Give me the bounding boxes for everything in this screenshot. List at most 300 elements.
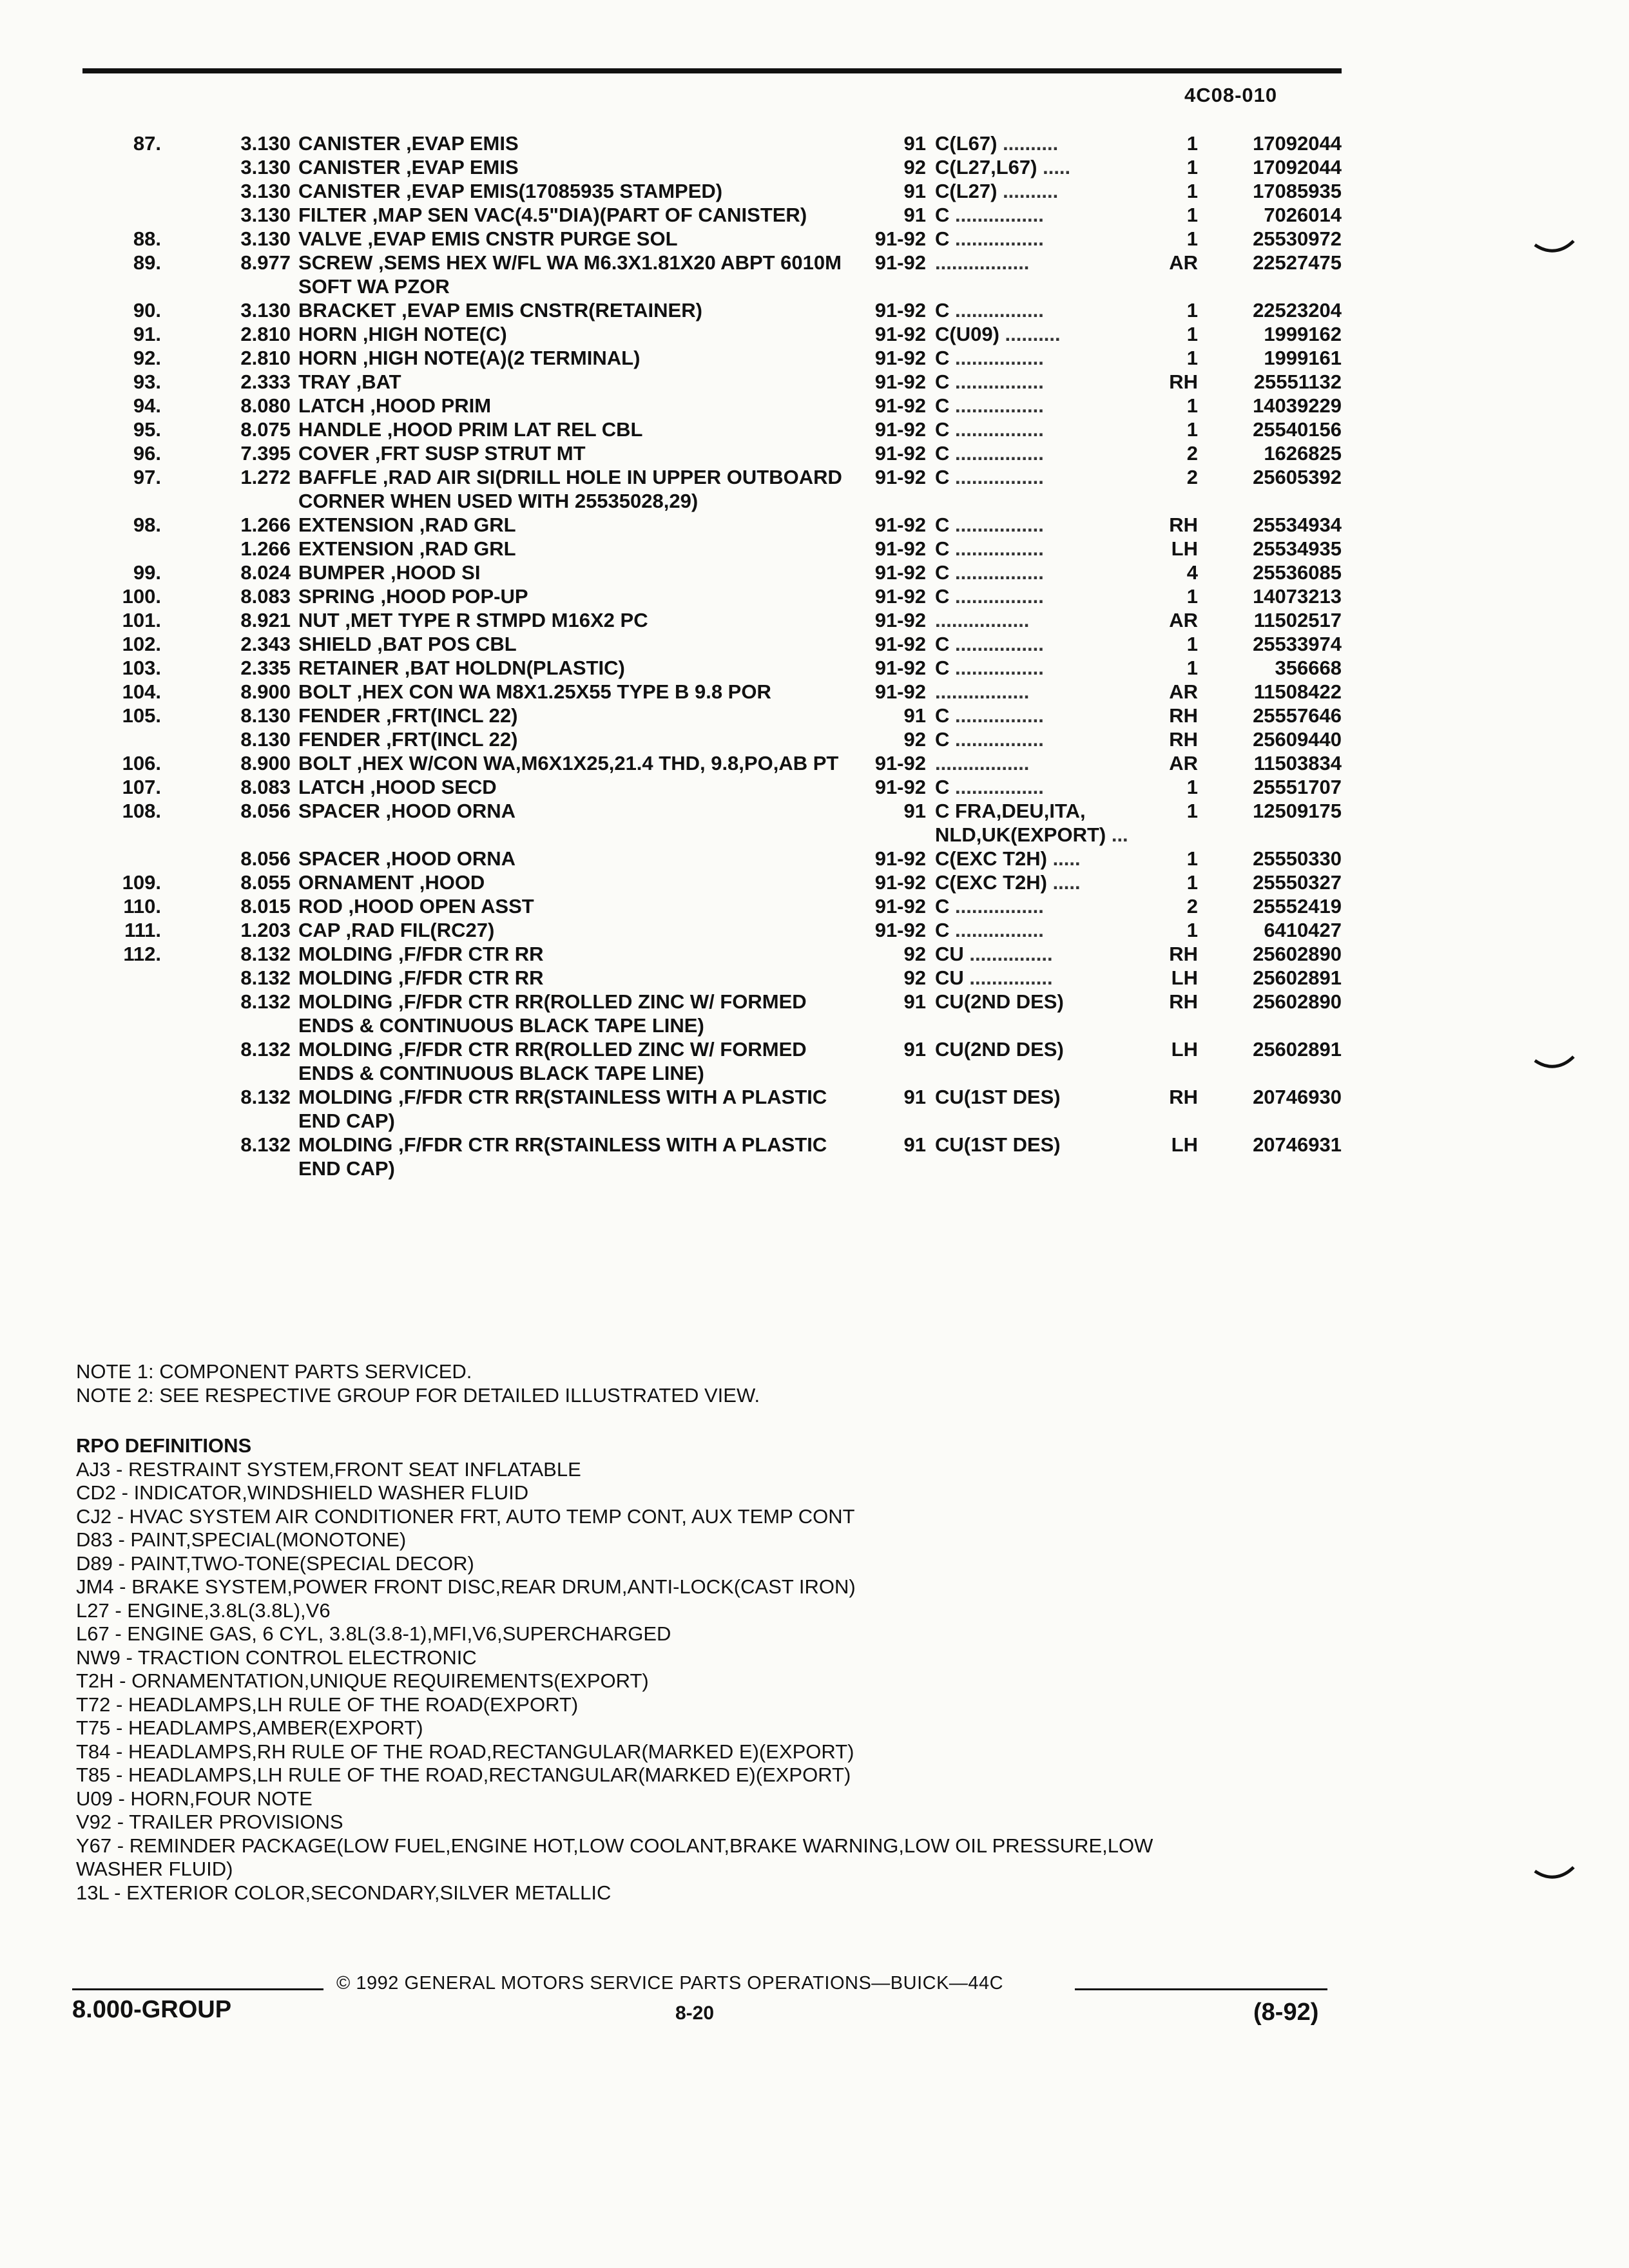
rpo-item: AJ3 - RESTRAINT SYSTEM,FRONT SEAT INFLATABLE bbox=[76, 1457, 581, 1481]
group-number: 8.132 bbox=[240, 943, 291, 965]
row-gap bbox=[0, 370, 90, 394]
part-description: BRACKET ,EVAP EMIS CNSTR(RETAINER) bbox=[298, 299, 702, 322]
table-row bbox=[0, 704, 1629, 727]
row-gap bbox=[0, 155, 90, 179]
group-number: 8.132 bbox=[240, 1133, 291, 1156]
group-number: 8.083 bbox=[240, 776, 291, 798]
quantity: 1 bbox=[1186, 299, 1198, 322]
part-description: FENDER ,FRT(INCL 22) bbox=[298, 704, 518, 727]
model-code bbox=[935, 704, 1158, 727]
group-number: 2.343 bbox=[240, 633, 291, 655]
table-row bbox=[0, 990, 1629, 1037]
row-gap bbox=[0, 680, 90, 704]
quantity: AR bbox=[1169, 680, 1198, 703]
table-row bbox=[0, 155, 1629, 179]
model-code-line: C FRA,DEU,ITA, bbox=[935, 800, 1086, 822]
part-description: HANDLE ,HOOD PRIM LAT REL CBL bbox=[298, 418, 643, 441]
model-code-line: C ................ bbox=[935, 442, 1044, 465]
dot-leader: ... bbox=[1106, 823, 1128, 846]
model-code bbox=[935, 561, 1158, 584]
row-gap bbox=[0, 513, 90, 537]
dot-leader: ................ bbox=[949, 394, 1044, 417]
row-end bbox=[1342, 680, 1629, 704]
row-end bbox=[1342, 179, 1629, 203]
footer-rule-right bbox=[1075, 1988, 1327, 1990]
group-number: 8.900 bbox=[240, 680, 291, 703]
model-year: 91 bbox=[903, 990, 926, 1013]
part-number: 1999161 bbox=[1264, 347, 1342, 369]
quantity: 1 bbox=[1186, 394, 1198, 417]
quantity: AR bbox=[1169, 251, 1198, 274]
part-number: 11508422 bbox=[1253, 680, 1342, 703]
quantity: 1 bbox=[1186, 633, 1198, 655]
model-code bbox=[935, 680, 1158, 704]
table-row bbox=[0, 322, 1629, 346]
model-code-line: C ................ bbox=[935, 466, 1044, 488]
part-description: CANISTER ,EVAP EMIS bbox=[298, 132, 519, 155]
quantity: 1 bbox=[1186, 657, 1198, 679]
model-year: 91-92 bbox=[874, 919, 926, 941]
item-number: 87. bbox=[133, 132, 161, 155]
table-row bbox=[0, 656, 1629, 680]
row-end bbox=[1342, 704, 1629, 727]
note-2: NOTE 2: SEE RESPECTIVE GROUP FOR DETAILED ILLUSTRATED VIEW. bbox=[76, 1384, 760, 1407]
note-1: NOTE 1: COMPONENT PARTS SERVICED. bbox=[76, 1360, 472, 1383]
model-year: 91-92 bbox=[874, 561, 926, 584]
group-number: 8.080 bbox=[240, 394, 291, 417]
item-number: 103. bbox=[122, 657, 161, 679]
item-number: 94. bbox=[133, 394, 161, 417]
row-end bbox=[1342, 751, 1629, 775]
part-number: 25534934 bbox=[1253, 514, 1342, 536]
group-number: 8.921 bbox=[240, 609, 291, 631]
model-year: 91-92 bbox=[874, 776, 926, 798]
table-row bbox=[0, 1085, 1629, 1133]
model-year: 91-92 bbox=[874, 370, 926, 393]
model-code-line: C ................ bbox=[935, 514, 1044, 536]
model-code-line: C ................ bbox=[935, 370, 1044, 393]
part-number: 356668 bbox=[1275, 657, 1342, 679]
quantity: 1 bbox=[1186, 919, 1198, 941]
quantity: RH bbox=[1169, 728, 1198, 751]
model-code-line: C ................ bbox=[935, 204, 1044, 226]
part-number: 14073213 bbox=[1253, 585, 1342, 608]
table-row bbox=[0, 942, 1629, 966]
group-number: 3.130 bbox=[240, 156, 291, 178]
dot-leader: ..... bbox=[1037, 156, 1071, 178]
rpo-item: CD2 - INDICATOR,WINDSHIELD WASHER FLUID bbox=[76, 1481, 529, 1504]
table-row bbox=[0, 680, 1629, 704]
item-number: 108. bbox=[122, 800, 161, 822]
row-end bbox=[1342, 441, 1629, 465]
model-year: 92 bbox=[903, 156, 926, 178]
quantity: RH bbox=[1169, 514, 1198, 536]
item-number: 97. bbox=[133, 466, 161, 488]
row-end bbox=[1342, 966, 1629, 990]
row-gap bbox=[0, 656, 90, 680]
row-gap bbox=[0, 465, 90, 513]
row-gap bbox=[0, 418, 90, 441]
model-year: 91-92 bbox=[874, 847, 926, 870]
rpo-item: V92 - TRAILER PROVISIONS bbox=[76, 1811, 343, 1833]
part-description: SCREW ,SEMS HEX W/FL WA M6.3X1.81X20 ABPT 6010M SOFT WA PZOR bbox=[298, 251, 842, 298]
dot-leader: ................ bbox=[949, 370, 1044, 393]
row-end bbox=[1342, 1133, 1629, 1180]
model-code-line bbox=[935, 251, 1158, 274]
model-code-line: C ................ bbox=[935, 418, 1044, 441]
group-number: 2.335 bbox=[240, 657, 291, 679]
row-end bbox=[1342, 942, 1629, 966]
dot-leader: ..... bbox=[1046, 847, 1081, 870]
row-end bbox=[1342, 799, 1629, 847]
part-description: RETAINER ,BAT HOLDN(PLASTIC) bbox=[298, 657, 625, 679]
top-rule bbox=[82, 68, 1342, 73]
model-code-line bbox=[935, 608, 1158, 632]
model-code-line: C ................ bbox=[935, 919, 1044, 941]
item-number: 95. bbox=[133, 418, 161, 441]
part-number: 25605392 bbox=[1253, 466, 1342, 488]
quantity: 2 bbox=[1186, 466, 1198, 488]
model-code bbox=[935, 227, 1158, 251]
dot-leader: ................ bbox=[949, 442, 1044, 465]
part-number: 25552419 bbox=[1253, 895, 1342, 918]
row-end bbox=[1342, 418, 1629, 441]
model-code-line: C ................ bbox=[935, 227, 1044, 250]
part-number: 25557646 bbox=[1253, 704, 1342, 727]
item-number bbox=[90, 537, 168, 561]
row-gap bbox=[0, 131, 90, 155]
quantity: 1 bbox=[1186, 585, 1198, 608]
model-year: 91 bbox=[903, 1133, 926, 1156]
quantity: 1 bbox=[1186, 180, 1198, 202]
model-code bbox=[935, 656, 1158, 680]
notes bbox=[76, 1360, 760, 1407]
parts-table bbox=[0, 131, 1629, 1180]
model-code bbox=[935, 179, 1158, 203]
model-year: 91-92 bbox=[874, 514, 926, 536]
group-number: 1.266 bbox=[240, 514, 291, 536]
table-row bbox=[0, 537, 1629, 561]
model-code-line: C ................ bbox=[935, 657, 1044, 679]
part-number: 25551132 bbox=[1253, 370, 1342, 393]
model-code-line: C ................ bbox=[935, 585, 1044, 608]
row-end bbox=[1342, 298, 1629, 322]
table-row bbox=[0, 418, 1629, 441]
table-row bbox=[0, 179, 1629, 203]
item-number bbox=[90, 847, 168, 870]
part-number: 1626825 bbox=[1264, 442, 1342, 465]
part-number: 7026014 bbox=[1264, 204, 1342, 226]
part-number: 25602891 bbox=[1253, 966, 1342, 989]
model-year: 91 bbox=[903, 204, 926, 226]
row-gap bbox=[0, 322, 90, 346]
row-end bbox=[1342, 203, 1629, 227]
part-description: EXTENSION ,RAD GRL bbox=[298, 537, 516, 560]
dot-leader: ................. bbox=[935, 609, 1030, 631]
item-number: 104. bbox=[122, 680, 161, 703]
row-end bbox=[1342, 632, 1629, 656]
part-description: MOLDING ,F/FDR CTR RR(STAINLESS WITH A PLASTIC END CAP) bbox=[298, 1133, 827, 1180]
row-end bbox=[1342, 656, 1629, 680]
group-number: 8.083 bbox=[240, 585, 291, 608]
part-number: 25609440 bbox=[1253, 728, 1342, 751]
group-number: 2.333 bbox=[240, 370, 291, 393]
model-code-line: C(L67) .......... bbox=[935, 132, 1059, 155]
part-number: 25602890 bbox=[1253, 990, 1342, 1013]
part-number: 17085935 bbox=[1253, 180, 1342, 202]
table-row bbox=[0, 751, 1629, 775]
model-year: 91 bbox=[903, 1038, 926, 1061]
row-end bbox=[1342, 1037, 1629, 1085]
table-row bbox=[0, 918, 1629, 942]
item-number: 98. bbox=[133, 514, 161, 536]
row-end bbox=[1342, 370, 1629, 394]
part-description: HORN ,HIGH NOTE(C) bbox=[298, 323, 507, 345]
model-code-line: C ................ bbox=[935, 728, 1044, 751]
table-row bbox=[0, 775, 1629, 799]
item-number: 105. bbox=[122, 704, 161, 727]
dot-leader: ................ bbox=[949, 537, 1044, 560]
row-gap bbox=[0, 704, 90, 727]
row-gap bbox=[0, 441, 90, 465]
footer-rule-left bbox=[72, 1988, 323, 1990]
row-end bbox=[1342, 727, 1629, 751]
group-number: 8.075 bbox=[240, 418, 291, 441]
model-code bbox=[935, 775, 1158, 799]
model-year: 91-92 bbox=[874, 442, 926, 465]
model-code-line: C ................ bbox=[935, 776, 1044, 798]
row-end bbox=[1342, 775, 1629, 799]
table-row bbox=[0, 251, 1629, 298]
table-row bbox=[0, 513, 1629, 537]
row-gap bbox=[0, 227, 90, 251]
table-row bbox=[0, 966, 1629, 990]
model-code bbox=[935, 203, 1158, 227]
row-end bbox=[1342, 346, 1629, 370]
model-code bbox=[935, 608, 1158, 632]
part-description: SPRING ,HOOD POP-UP bbox=[298, 585, 528, 608]
item-number bbox=[90, 1037, 168, 1085]
quantity: 1 bbox=[1186, 418, 1198, 441]
model-code bbox=[935, 251, 1158, 298]
model-code bbox=[935, 870, 1158, 894]
group-number: 3.130 bbox=[240, 132, 291, 155]
row-end bbox=[1342, 584, 1629, 608]
item-number: 110. bbox=[123, 895, 161, 918]
row-gap bbox=[0, 894, 90, 918]
rpo-title: RPO DEFINITIONS bbox=[76, 1434, 252, 1457]
dot-leader: ................ bbox=[949, 466, 1044, 488]
row-end bbox=[1342, 870, 1629, 894]
row-gap bbox=[0, 608, 90, 632]
model-code bbox=[935, 966, 1158, 990]
model-code bbox=[935, 1037, 1158, 1085]
row-gap bbox=[0, 298, 90, 322]
row-gap bbox=[0, 203, 90, 227]
dot-leader: ................ bbox=[949, 657, 1044, 679]
row-end bbox=[1342, 513, 1629, 537]
item-number: 96. bbox=[133, 442, 161, 465]
quantity: LH bbox=[1171, 1038, 1198, 1061]
quantity: 4 bbox=[1186, 561, 1198, 584]
model-code bbox=[935, 799, 1158, 847]
row-gap bbox=[0, 179, 90, 203]
model-year: 91-92 bbox=[874, 609, 926, 631]
rpo-item: L67 - ENGINE GAS, 6 CYL, 3.8L(3.8-1),MFI,V6,SUPERCHARGED bbox=[76, 1622, 671, 1645]
dot-leader: ................ bbox=[949, 204, 1044, 226]
row-gap bbox=[0, 799, 90, 847]
row-gap bbox=[0, 990, 90, 1037]
part-number: 20746930 bbox=[1253, 1086, 1342, 1108]
group-number: 8.130 bbox=[240, 704, 291, 727]
page-code: 4C08-010 bbox=[1184, 84, 1278, 106]
item-number bbox=[90, 727, 168, 751]
item-number: 89. bbox=[133, 251, 161, 274]
dot-leader: ................ bbox=[949, 919, 1044, 941]
item-number: 92. bbox=[133, 347, 161, 369]
table-row bbox=[0, 632, 1629, 656]
model-code bbox=[935, 537, 1158, 561]
model-code bbox=[935, 131, 1158, 155]
row-end bbox=[1342, 155, 1629, 179]
item-number bbox=[90, 1133, 168, 1180]
part-description: HORN ,HIGH NOTE(A)(2 TERMINAL) bbox=[298, 347, 641, 369]
quantity: 2 bbox=[1186, 895, 1198, 918]
part-description: ROD ,HOOD OPEN ASST bbox=[298, 895, 534, 918]
table-row bbox=[0, 370, 1629, 394]
table-row bbox=[0, 441, 1629, 465]
model-code-line: CU ............... bbox=[935, 943, 1053, 965]
dot-leader: ................ bbox=[949, 895, 1044, 918]
model-year: 91-92 bbox=[874, 537, 926, 560]
margin-tick-mark bbox=[1534, 1055, 1575, 1072]
margin-tick-mark bbox=[1534, 1866, 1575, 1883]
dot-leader: .......... bbox=[999, 323, 1061, 345]
model-code-line bbox=[935, 751, 1158, 775]
item-number: 107. bbox=[122, 776, 161, 798]
model-code bbox=[935, 1133, 1158, 1180]
row-gap bbox=[0, 870, 90, 894]
row-gap bbox=[0, 1085, 90, 1133]
row-gap bbox=[0, 942, 90, 966]
part-number: 25536085 bbox=[1253, 561, 1342, 584]
model-code-line: C(EXC T2H) ..... bbox=[935, 847, 1081, 870]
group-number: 8.055 bbox=[240, 871, 291, 894]
group-number: 1.266 bbox=[240, 537, 291, 560]
model-code-line: CU(1ST DES) bbox=[935, 1133, 1061, 1156]
model-code bbox=[935, 322, 1158, 346]
part-description: CANISTER ,EVAP EMIS(17085935 STAMPED) bbox=[298, 180, 723, 202]
table-row bbox=[0, 799, 1629, 847]
part-number: 22527475 bbox=[1253, 251, 1342, 274]
model-code-line: C ................ bbox=[935, 347, 1044, 369]
row-end bbox=[1342, 847, 1629, 870]
group-number: 8.056 bbox=[240, 847, 291, 870]
part-description: SPACER ,HOOD ORNA bbox=[298, 800, 516, 822]
rpo-item: T75 - HEADLAMPS,AMBER(EXPORT) bbox=[76, 1716, 423, 1739]
row-end bbox=[1342, 1085, 1629, 1133]
part-description: BOLT ,HEX CON WA M8X1.25X55 TYPE B 9.8 POR bbox=[298, 680, 771, 703]
model-year: 91-92 bbox=[874, 633, 926, 655]
row-gap bbox=[0, 394, 90, 418]
model-code-line: C(U09) .......... bbox=[935, 323, 1061, 345]
model-code-line: C ................ bbox=[935, 561, 1044, 584]
row-gap bbox=[0, 751, 90, 775]
rpo-list bbox=[76, 1458, 1333, 1905]
part-description: TRAY ,BAT bbox=[298, 370, 401, 393]
item-number: 106. bbox=[122, 752, 161, 774]
item-number: 100. bbox=[122, 585, 161, 608]
part-number: 17092044 bbox=[1253, 156, 1342, 178]
model-code-line: CU(1ST DES) bbox=[935, 1086, 1061, 1108]
dot-leader: ................ bbox=[949, 347, 1044, 369]
page-number: 8-20 bbox=[675, 2003, 715, 2024]
rpo-item: NW9 - TRACTION CONTROL ELECTRONIC bbox=[76, 1646, 477, 1669]
group-number: 8.132 bbox=[240, 1086, 291, 1108]
model-year: 91 bbox=[903, 704, 926, 727]
table-row bbox=[0, 608, 1629, 632]
row-gap bbox=[0, 1133, 90, 1180]
model-code-line bbox=[935, 680, 1158, 704]
part-number: 11503834 bbox=[1253, 752, 1342, 774]
dot-leader: ................ bbox=[949, 728, 1044, 751]
part-description: SHIELD ,BAT POS CBL bbox=[298, 633, 517, 655]
dot-leader: ................ bbox=[949, 418, 1044, 441]
item-number bbox=[90, 1085, 168, 1133]
dot-leader: ................ bbox=[949, 227, 1044, 250]
table-row bbox=[0, 203, 1629, 227]
group-number: 8.130 bbox=[240, 728, 291, 751]
table-row bbox=[0, 465, 1629, 513]
part-description: VALVE ,EVAP EMIS CNSTR PURGE SOL bbox=[298, 227, 678, 250]
model-code bbox=[935, 584, 1158, 608]
item-number: 111. bbox=[124, 919, 161, 941]
group-number: 8.015 bbox=[240, 895, 291, 918]
rpo-item: JM4 - BRAKE SYSTEM,POWER FRONT DISC,REAR DRUM,ANTI-LOCK(CAST IRON) bbox=[76, 1575, 856, 1598]
part-number: 25550327 bbox=[1253, 871, 1342, 894]
part-number: 17092044 bbox=[1253, 132, 1342, 155]
row-end bbox=[1342, 227, 1629, 251]
group-number: 8.132 bbox=[240, 990, 291, 1013]
model-code-line: NLD,UK(EXPORT) ... bbox=[935, 823, 1128, 846]
rpo-item: 13L - EXTERIOR COLOR,SECONDARY,SILVER METALLIC bbox=[76, 1881, 612, 1904]
part-description: BAFFLE ,RAD AIR SI(DRILL HOLE IN UPPER OUTBOARD CORNER WHEN USED WITH 25535028,29) bbox=[298, 466, 842, 512]
model-code bbox=[935, 370, 1158, 394]
row-end bbox=[1342, 131, 1629, 155]
item-number: 112. bbox=[123, 943, 161, 965]
model-code-line: CU(2ND DES) bbox=[935, 990, 1064, 1013]
item-number bbox=[90, 179, 168, 203]
row-gap bbox=[0, 918, 90, 942]
row-end bbox=[1342, 465, 1629, 513]
model-code-line: C ................ bbox=[935, 633, 1044, 655]
quantity: LH bbox=[1171, 537, 1198, 560]
row-end bbox=[1342, 894, 1629, 918]
group-number: 8.024 bbox=[240, 561, 291, 584]
quantity: 1 bbox=[1186, 204, 1198, 226]
dot-leader: ................ bbox=[949, 514, 1044, 536]
group-number: 1.272 bbox=[240, 466, 291, 488]
table-row bbox=[0, 847, 1629, 870]
group-number: 2.810 bbox=[240, 347, 291, 369]
rpo-definitions bbox=[76, 1434, 1333, 1905]
rpo-item: D83 - PAINT,SPECIAL(MONOTONE) bbox=[76, 1528, 407, 1551]
model-code bbox=[935, 155, 1158, 179]
model-code bbox=[935, 1085, 1158, 1133]
part-description: LATCH ,HOOD PRIM bbox=[298, 394, 492, 417]
dot-leader: ................. bbox=[935, 752, 1030, 774]
quantity: LH bbox=[1171, 966, 1198, 989]
